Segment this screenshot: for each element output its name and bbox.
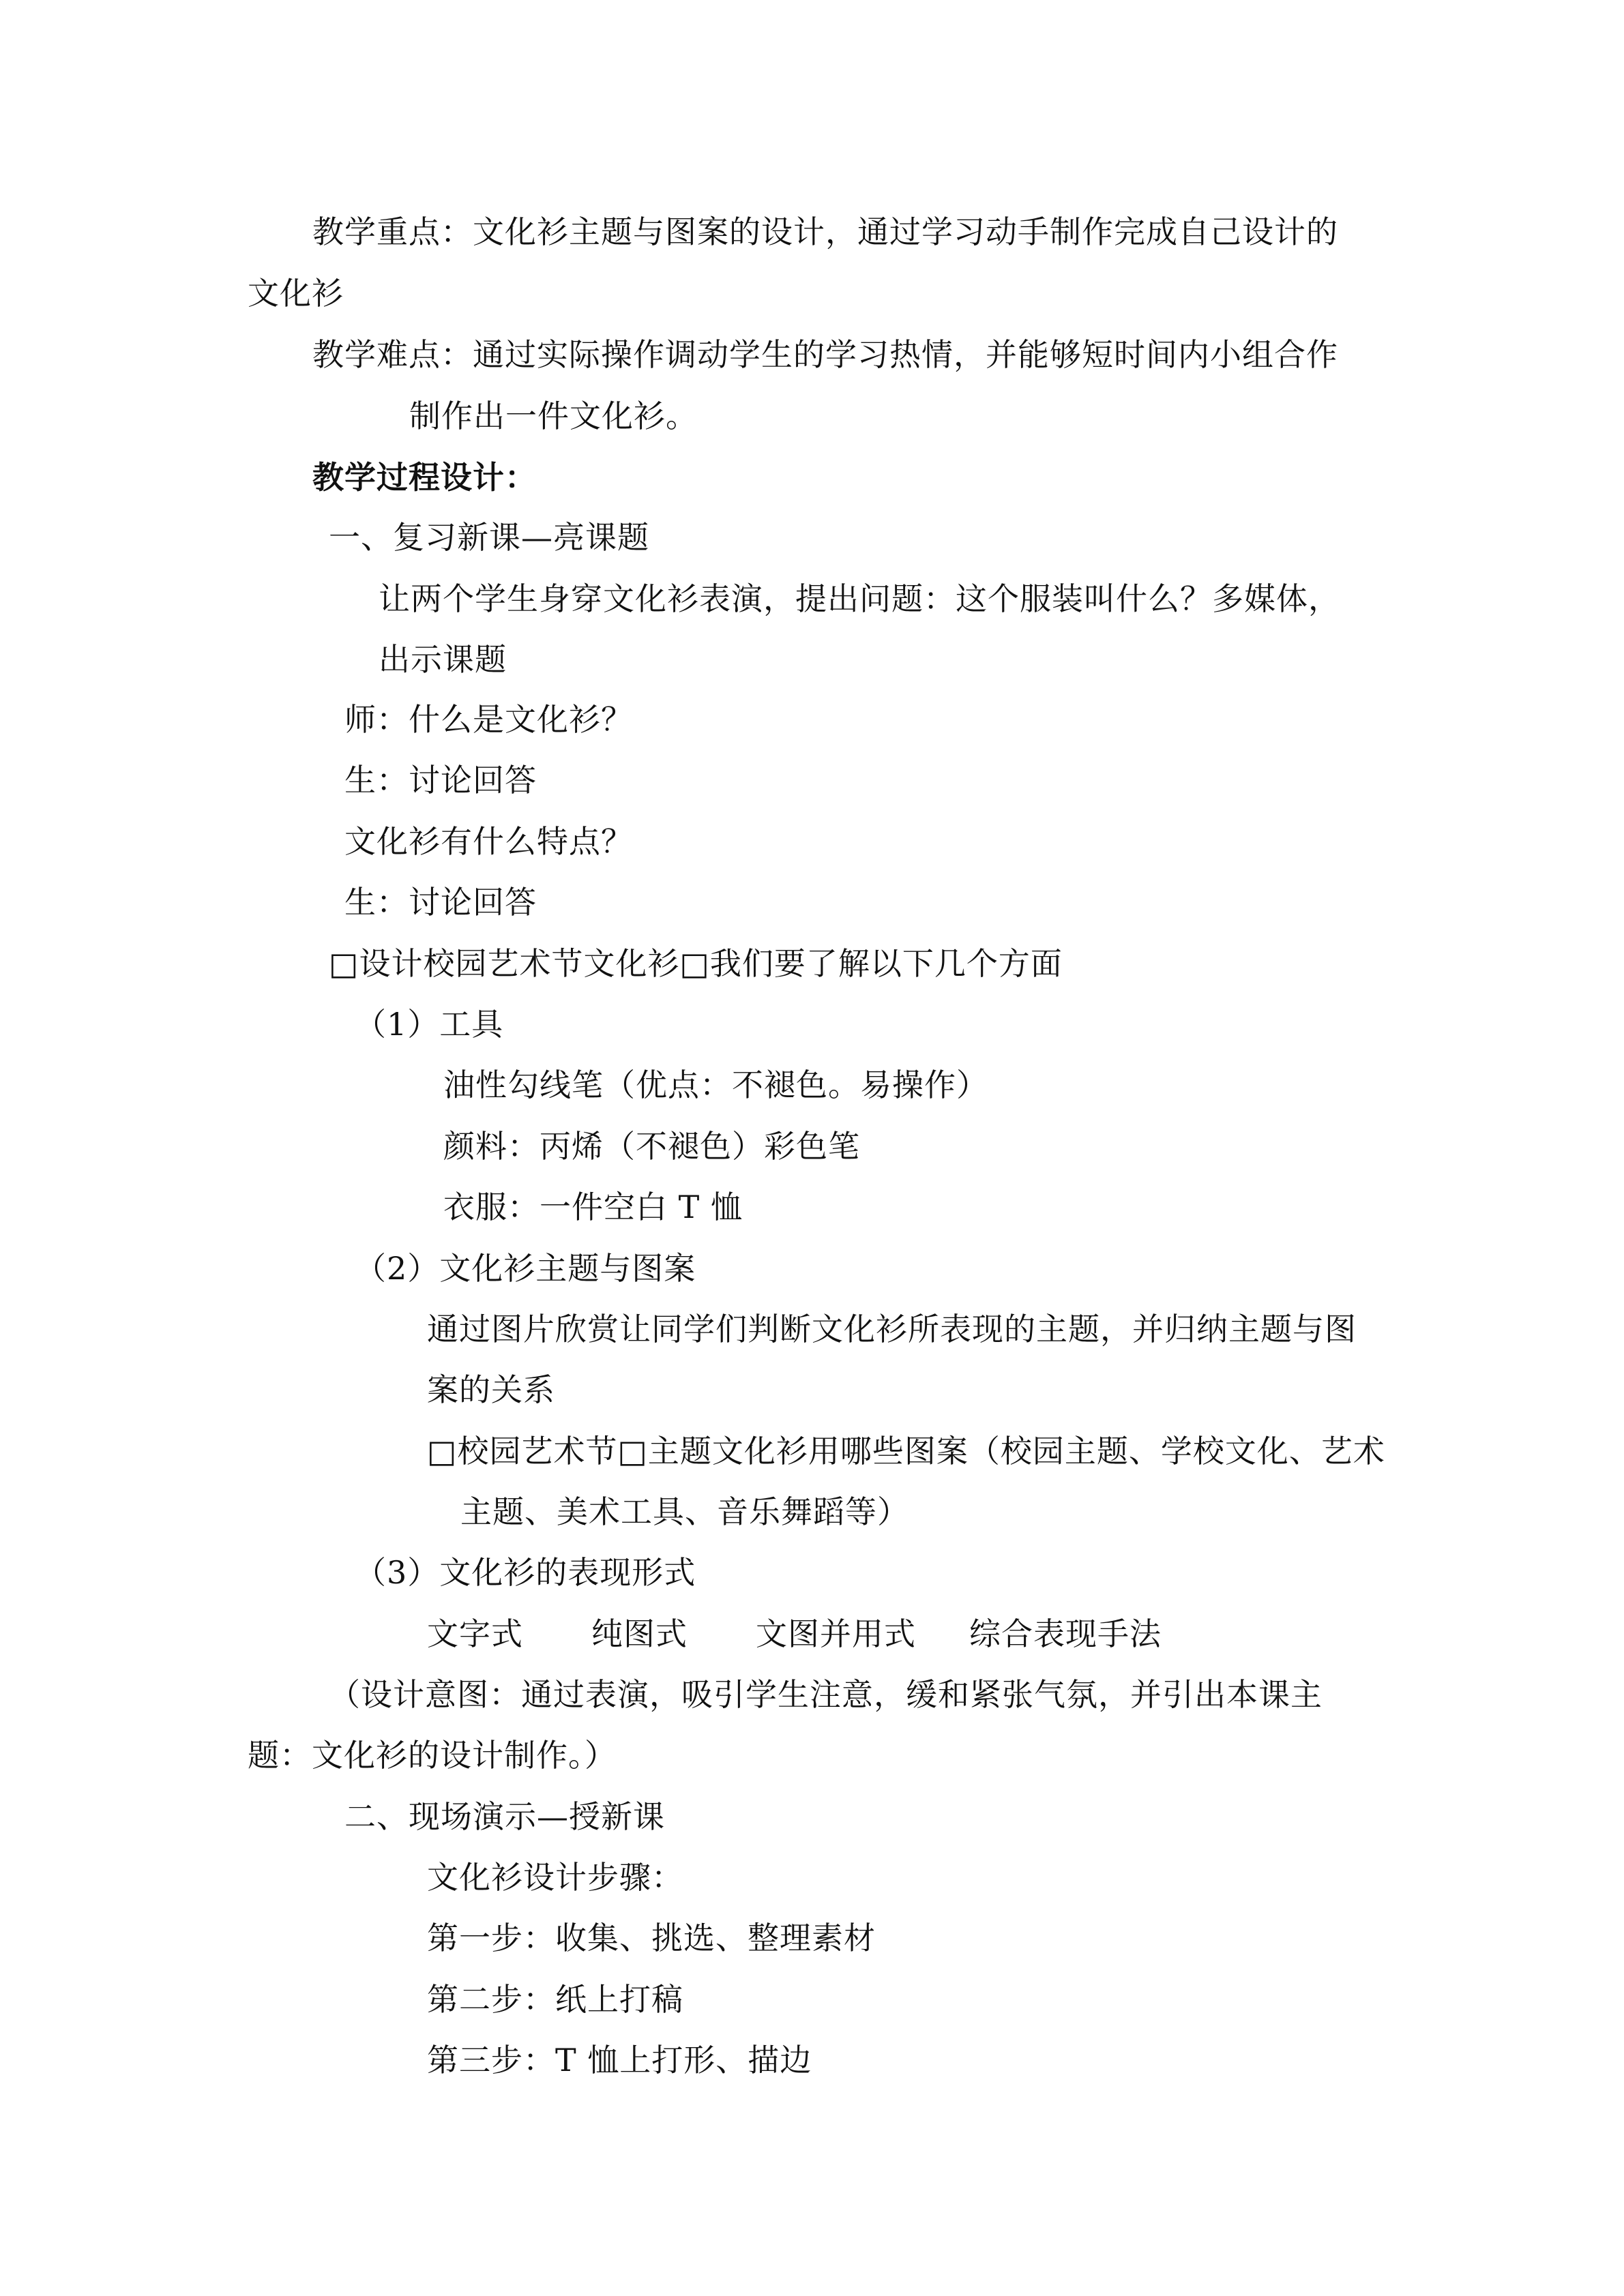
design-intro: □设计校园艺术节文化衫□我们要了解以下几个方面	[329, 945, 1063, 982]
intent-line-1: （设计意图：通过表演，吸引学生注意，缓和紧张气氛，并引出本课主	[329, 1676, 1323, 1713]
intent-line-2: 题：文化衫的设计制作。）	[248, 1737, 617, 1774]
perform-line-2: 出示课题	[379, 641, 507, 678]
key-points-line-1: 教学重点：文化衫主题与图案的设计，通过学习动手制作完成自己设计的	[312, 213, 1338, 250]
key-points-line-2: 文化衫	[248, 275, 344, 312]
teacher-question-1: 师：什么是文化衫？	[344, 701, 633, 738]
item-2-heading: （2）文化衫主题与图案	[355, 1250, 696, 1287]
tool-line-1: 油性勾线笔（优点：不褪色。易操作）	[443, 1067, 988, 1103]
step-2: 第二步：纸上打稿	[427, 1981, 683, 2018]
tool-line-2: 颜料：丙烯（不褪色）彩色笔	[443, 1128, 860, 1165]
pattern-line-2: 主题、美术工具、音乐舞蹈等）	[460, 1493, 909, 1530]
section-2-heading: 二、现场演示—授新课	[344, 1798, 665, 1835]
tool-line-3: 衣服：一件空白 T 恤	[443, 1189, 743, 1225]
student-answer-1: 生：讨论回答	[344, 762, 537, 799]
theme-line-1: 通过图片欣赏让同学们判断文化衫所表现的主题，并归纳主题与图	[427, 1311, 1357, 1347]
form-text-style: 文字式	[427, 1615, 523, 1652]
form-pure-image: 纯图式	[591, 1615, 688, 1652]
form-comprehensive: 综合表现手法	[969, 1615, 1162, 1652]
student-answer-2: 生：讨论回答	[344, 884, 537, 921]
form-text-and-image: 文图并用式	[756, 1615, 916, 1652]
difficulties-line-1: 教学难点：通过实际操作调动学生的学习热情，并能够短时间内小组合作	[312, 336, 1338, 373]
item-3-heading: （3）文化衫的表现形式	[355, 1554, 696, 1591]
teacher-question-2: 文化衫有什么特点？	[344, 823, 633, 860]
theme-line-2: 案的关系	[427, 1371, 555, 1408]
step-1: 第一步：收集、挑选、整理素材	[427, 1920, 876, 1956]
expression-forms	[427, 1613, 1162, 1654]
difficulties-line-2: 制作出一件文化衫。	[409, 398, 698, 434]
steps-heading: 文化衫设计步骤：	[427, 1859, 683, 1896]
process-heading: 教学过程设计：	[312, 459, 537, 496]
step-3: 第三步：T 恤上打形、描边	[427, 2042, 812, 2078]
section-1-heading: 一、复习新课—亮课题	[329, 519, 649, 556]
perform-line-1: 让两个学生身穿文化衫表演，提出问题：这个服装叫什么？多媒体，	[379, 580, 1340, 617]
pattern-line-1: □校园艺术节□主题文化衫用哪些图案（校园主题、学校文化、艺术	[427, 1433, 1385, 1470]
item-1-heading: （1）工具	[355, 1006, 504, 1043]
